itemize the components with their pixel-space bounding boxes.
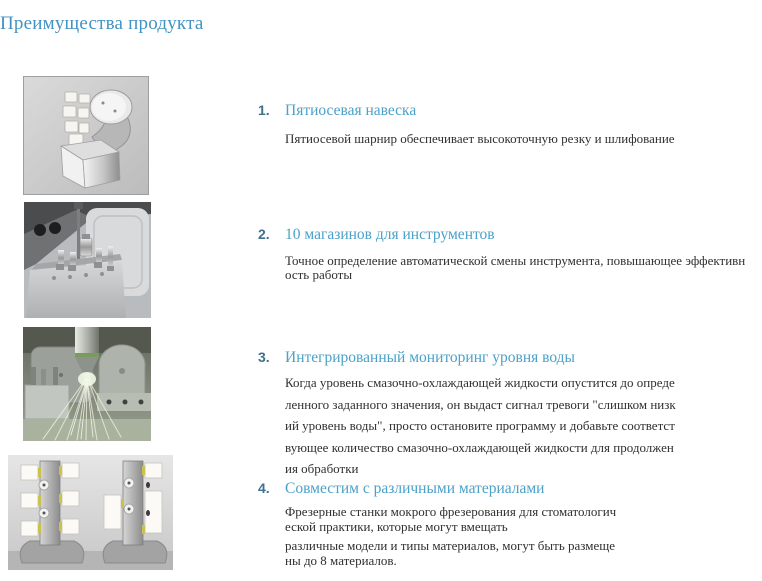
section-five-axis	[258, 102, 762, 146]
section-tool-magazines	[258, 226, 762, 282]
body-line: вующее количество смазочно-охлаждающей жидкости для продолжен	[285, 439, 674, 455]
section-materials-compatibility	[258, 480, 762, 568]
section-number: 3.	[258, 349, 270, 365]
image-wet-milling-spray	[23, 327, 151, 441]
section-number: 1.	[258, 102, 270, 118]
section-number: 2.	[258, 226, 270, 242]
body-line: ия обработки	[285, 461, 359, 476]
section-heading: Пятиосевая навеска	[285, 102, 417, 119]
body-line: еской практики, которые могут вмещать	[285, 519, 508, 534]
block-holders-illustration	[8, 455, 173, 570]
body-line: ий уровень воды", просто остановите программу и добавьте соответст	[285, 418, 675, 433]
tool-magazine-illustration	[24, 202, 151, 318]
wet-milling-illustration	[23, 327, 151, 441]
body-line: ленного заданного значения, он выдаст сигнал тревоги "слишком низк	[285, 396, 676, 412]
section-heading: 10 магазинов для инструментов	[285, 226, 495, 243]
section-heading: Совместим с различными материалами	[285, 480, 545, 497]
section-heading: Интегрированный мониторинг уровня воды	[285, 349, 575, 366]
body-line: ны до 8 материалов.	[285, 553, 397, 568]
body-line: Пятиосевой шарнир обеспечивает высокоточную резку и шлифование	[285, 131, 675, 146]
body-line: Точное определение автоматической смены инструмента, повышающее эффективн	[285, 253, 746, 268]
image-material-block-holders	[8, 455, 173, 570]
body-line: различные модели и типы материалов, могут быть размеще	[285, 538, 616, 553]
image-tool-magazine	[24, 202, 151, 318]
five-axis-attachment-illustration	[24, 77, 148, 194]
body-line: Фрезерные станки мокрого фрезерования для стоматологич	[285, 504, 617, 519]
body-paragraph	[285, 504, 762, 534]
section-number: 4.	[258, 480, 270, 496]
body-line: ость работы	[285, 267, 353, 282]
page-title: Преимущества продукта	[0, 13, 204, 34]
section-water-monitoring	[258, 349, 762, 480]
image-five-axis-attachment	[23, 76, 149, 195]
body-line: Когда уровень смазочно-охлаждающей жидкости опустится до опреде	[285, 375, 675, 390]
body-paragraph	[285, 538, 762, 568]
